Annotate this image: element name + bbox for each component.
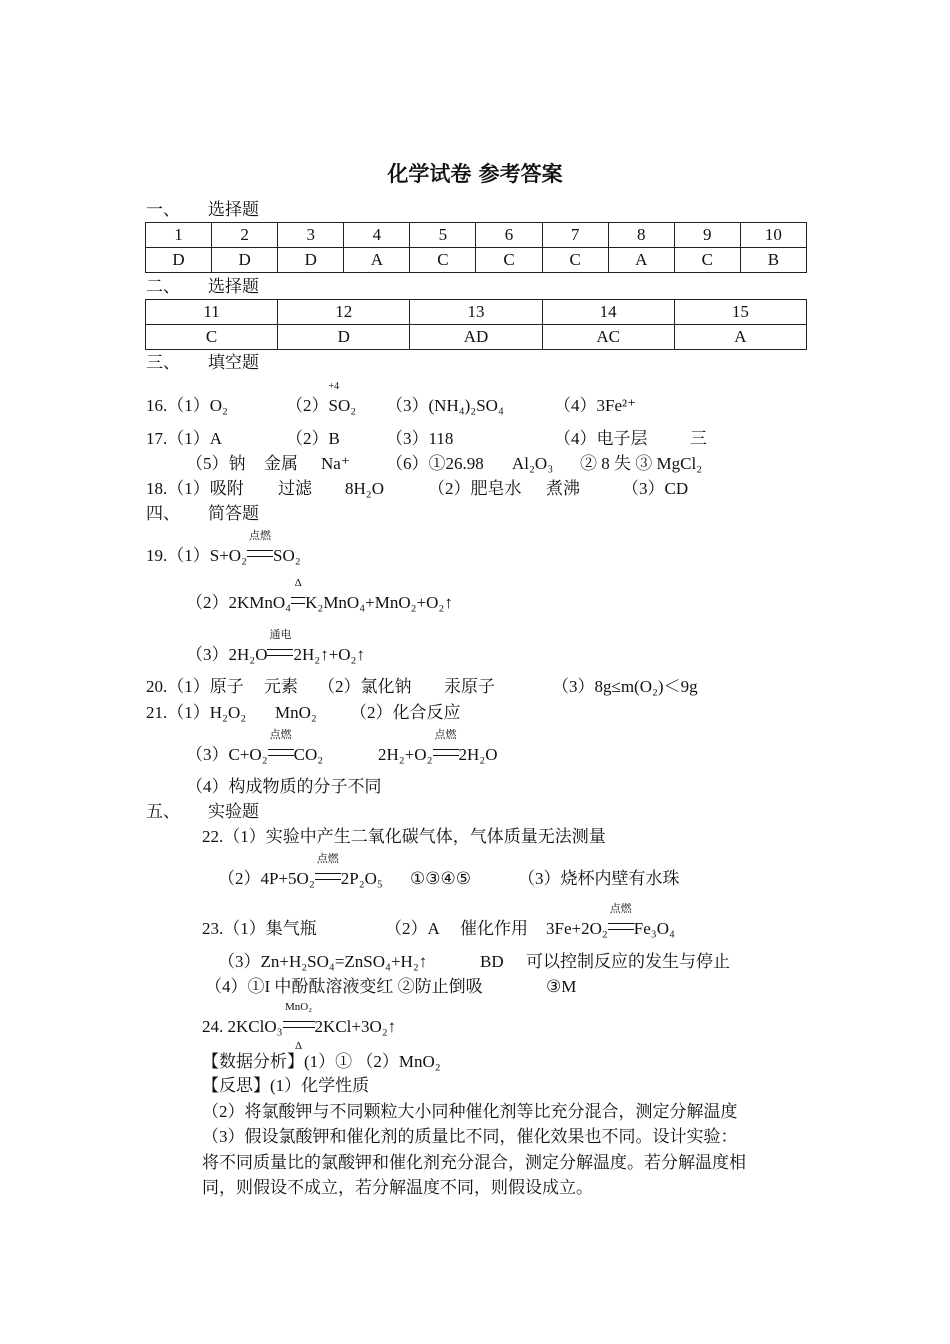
answer-line-24-2: 【数据分析】(1）① （2）MnO₂ [202,1052,441,1071]
table-cell: D [212,248,278,273]
table-row-answers [146,248,807,273]
q18-part3: （3）CD [622,479,689,498]
table-cell: A [344,248,410,273]
q16-part1: （1）O₂ [167,396,228,415]
table-cell: D [278,248,344,273]
table-cell: AC [542,325,674,350]
q16-part4: （4）3Fe²⁺ [554,396,637,415]
q22-part3: （3）烧杯内壁有水珠 [518,869,680,888]
q20-part2b: 汞原子 [444,677,495,696]
reaction-condition: 点燃 [608,918,634,940]
table-cell: 8 [608,223,674,248]
reaction-condition: MnO₂ Δ [283,1016,315,1038]
table-cell: C [674,248,740,273]
section-heading-2 [146,276,259,298]
section-heading-1 [146,199,259,221]
q17-part5b: 金属 [264,454,298,473]
q17-part5: （5）钠 [186,454,246,473]
q17-part4: （4）电子层 [554,429,648,448]
answer-line-22-1: 22.（1）实验中产生二氧化碳气体，气体质量无法测量 [202,827,606,846]
q18-part1b: 过滤 [278,479,312,498]
answer-line-23-3: （4）①I 中酚酞溶液变红 ②防止倒吸 [205,977,483,996]
answer-line-23-1: 23.（1）集气瓶 [202,919,317,938]
q23-part4b: ③M [546,977,577,996]
section-heading-5 [146,801,259,823]
page-title: 化学试卷 参考答案 [387,162,563,186]
q17-part6b: Al₂O₃ [512,454,554,473]
answer-line-21-2: （3）C+O₂ 点燃 CO₂ [186,729,324,764]
q16-part3: （3）(NH₄)₂SO₄ [386,396,504,415]
q23-part3c: 可以控制反应的发生与停止 [526,952,730,971]
q17-part3: （3）118 [386,429,454,448]
table-cell: A [608,248,674,273]
table-row-numbers [146,300,807,325]
section-name: 选择题 [208,277,259,296]
reaction-condition: 点燃 [247,545,273,567]
table-cell: 14 [542,300,674,325]
answer-line-21-3: （4）构成物质的分子不同 [186,777,382,796]
table-cell: 10 [740,223,806,248]
table-cell: 4 [344,223,410,248]
answer-line-17: 17.（1）A [146,429,223,448]
answer-line-24-1: 24. 2KClO₃ MnO₂ Δ 2KCl+3O₂↑ [202,1001,397,1052]
section-name: 简答题 [208,504,259,523]
section-number: 五、 [146,802,180,821]
answer-line-19-2: （2）2KMnO₄ Δ K₂MnO₄+MnO₂+O₂↑ [186,577,453,612]
q18-part2: （2）肥皂水 [428,479,522,498]
q20-part1b: 元素 [264,677,298,696]
q23-part2c: 3Fe+2O₂ 点燃 Fe₃O₄ [546,903,675,938]
table-cell: C [410,248,476,273]
table-cell: D [146,248,212,273]
answer-line-20: 20.（1）原子 [146,677,244,696]
oxidation-state-mark: +4 S [328,381,340,415]
reaction-condition: 点燃 [268,744,294,766]
q16-part2: （2） +4 SO₂ [286,381,357,415]
table-cell: 7 [542,223,608,248]
section-heading-3 [146,352,259,374]
q23-part3b: BD [480,952,504,971]
q17-part6c: ② 8 失 ③ MgCl₂ [580,454,703,473]
table-cell: 15 [674,300,806,325]
section-name: 填空题 [208,353,259,372]
q23-part2b: 催化作用 [460,919,528,938]
table-cell: 1 [146,223,212,248]
table-cell: AD [410,325,542,350]
table-cell: 6 [476,223,542,248]
reaction-condition: 点燃 [315,868,341,890]
table-cell: 5 [410,223,476,248]
table-row-numbers [146,223,807,248]
table-cell: 3 [278,223,344,248]
table-cell: 13 [410,300,542,325]
table-cell: C [146,325,278,350]
section-name: 选择题 [208,200,259,219]
q21-part2: （2）化合反应 [350,703,461,722]
answer-line-24-5: （3）假设氯酸钾和催化剂的质量比不同，催化效果也不同。设计实验： [202,1127,738,1146]
table-cell: B [740,248,806,273]
reaction-condition: 点燃 [433,744,459,766]
reaction-condition: Δ [291,592,305,614]
table-cell: 11 [146,300,278,325]
q17-part6: （6）①26.98 [386,454,484,473]
q23-part2: （2）A [385,919,440,938]
q18-part1c: 8H₂O [345,479,384,498]
section-name: 实验题 [208,802,259,821]
answer-line-24-3: 【反思】(1）化学性质 [202,1076,370,1095]
q22-part2b: ①③④⑤ [410,869,471,888]
answer-line-19-1: 19.（1）S+O₂ 点燃 SO₂ [146,530,301,565]
section-number: 四、 [146,504,180,523]
section-number: 二、 [146,277,180,296]
table-cell: C [542,248,608,273]
table-cell: 9 [674,223,740,248]
table-cell: 2 [212,223,278,248]
answer-line-24-4: （2）将氯酸钾与不同颗粒大小同种催化剂等比充分混合，测定分解温度 [202,1102,738,1121]
answer-line-19-3: （3）2H₂O 通电 2H₂↑+O₂↑ [186,629,365,664]
table-cell: D [278,325,410,350]
answer-line-23-2: （3）Zn+H₂SO₄=ZnSO₄+H₂↑ [218,952,428,971]
section-number: 三、 [146,353,180,372]
q17-part5c: Na⁺ [321,454,350,473]
q18-part2b: 煮沸 [546,479,580,498]
answer-table-1 [145,222,807,273]
section-number: 一、 [146,200,180,219]
answer-line-24-7: 同，则假设不成立，若分解温度不同，则假设成立。 [202,1178,593,1197]
table-cell: A [674,325,806,350]
section-heading-4 [146,503,259,525]
answer-line-16: 16.（1）O₂ [146,396,228,415]
answer-line-21-1: 21.（1）H₂O₂ [146,703,247,722]
answer-line-22-2: （2）4P+5O₂ 点燃 2P₂O₅ [218,853,383,888]
answer-line-24-6: 将不同质量比的氯酸钾和催化剂充分混合，测定分解温度。若分解温度相 [202,1153,746,1172]
table-cell: C [476,248,542,273]
table-row-answers [146,325,807,350]
q17-part2: （2）B [286,429,340,448]
q20-part3: （3）8g≤m(O₂)＜9g [552,677,698,696]
answer-table-2 [145,299,807,350]
q21-part1b: MnO₂ [275,703,317,722]
answer-line-18: 18.（1）吸附 [146,479,244,498]
q20-part2: （2）氯化钠 [318,677,412,696]
reaction-condition: 通电 [267,644,293,666]
answer-line-21-2b: 2H₂+O₂ 点燃 2H₂O [378,729,498,764]
table-cell: 12 [278,300,410,325]
q17-part4b: 三 [690,429,707,448]
